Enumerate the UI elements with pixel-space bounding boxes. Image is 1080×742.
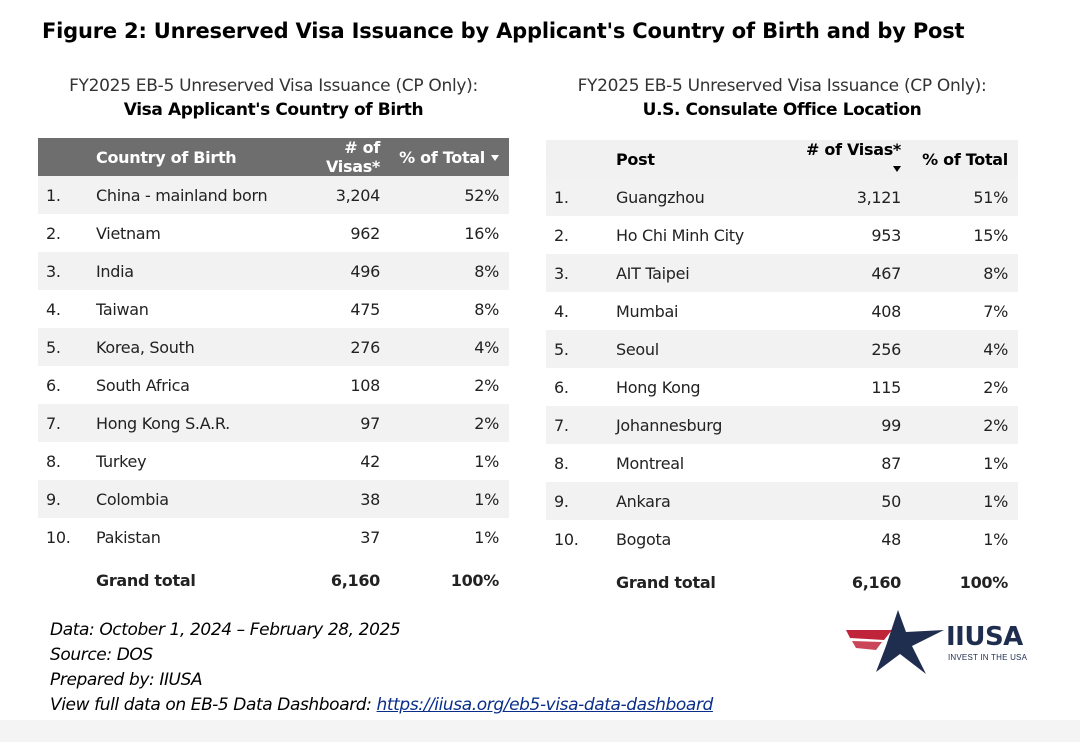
row-pct: 4% xyxy=(983,339,1008,359)
row-rank: 10. xyxy=(554,529,579,549)
row-post: Bogota xyxy=(616,529,671,549)
row-rank: 4. xyxy=(46,299,61,319)
table-row xyxy=(546,482,1018,520)
row-visas: 3,204 xyxy=(335,185,380,205)
table-row xyxy=(546,368,1018,406)
row-rank: 2. xyxy=(46,223,61,243)
table-row xyxy=(38,290,509,328)
row-visas: 496 xyxy=(350,261,380,281)
row-post: AIT Taipei xyxy=(616,263,690,283)
row-pct: 1% xyxy=(983,491,1008,511)
row-pct: 1% xyxy=(983,453,1008,473)
visas-column-label: # of Visas* xyxy=(806,140,901,159)
row-pct: 2% xyxy=(983,377,1008,397)
row-post: Hong Kong xyxy=(616,377,701,397)
post-column-header[interactable] xyxy=(608,140,786,178)
row-rank: 7. xyxy=(46,413,61,433)
row-visas: 42 xyxy=(360,451,380,471)
row-pct: 7% xyxy=(983,301,1008,321)
row-rank: 8. xyxy=(554,453,569,473)
country-column-header[interactable] xyxy=(88,138,288,176)
grand-total-pct: 100% xyxy=(959,572,1008,592)
row-rank: 10. xyxy=(46,527,71,547)
row-post: Guangzhou xyxy=(616,187,705,207)
row-pct: 2% xyxy=(474,375,499,395)
row-pct: 8% xyxy=(474,261,499,281)
iiusa-logo xyxy=(846,608,1036,678)
row-visas: 3,121 xyxy=(856,187,901,207)
post-column-label: Post xyxy=(616,149,655,169)
row-visas: 97 xyxy=(360,413,380,433)
row-rank: 1. xyxy=(46,185,61,205)
row-pct: 1% xyxy=(474,451,499,471)
row-rank: 5. xyxy=(46,337,61,357)
right-panel-heading: U.S. Consulate Office Location xyxy=(642,100,922,120)
row-visas: 256 xyxy=(871,339,901,359)
row-rank: 2. xyxy=(554,225,569,245)
row-visas: 467 xyxy=(871,263,901,283)
row-pct: 16% xyxy=(464,223,499,243)
table-row xyxy=(546,216,1018,254)
pct-column-header[interactable] xyxy=(388,138,509,176)
row-post: Seoul xyxy=(616,339,659,359)
prepared-by-note: Prepared by: IIUSA xyxy=(50,670,203,690)
total-rank-cell xyxy=(38,556,88,604)
row-country: China - mainland born xyxy=(96,185,268,205)
grand-total-label: Grand total xyxy=(616,572,716,592)
row-rank: 9. xyxy=(554,491,569,511)
table-row xyxy=(546,444,1018,482)
dashboard-note-prefix: View full data on EB-5 Data Dashboard: xyxy=(50,695,377,715)
dashboard-link[interactable]: https://iiusa.org/eb5-visa-data-dashboard xyxy=(376,695,713,715)
row-pct: 1% xyxy=(474,527,499,547)
row-rank: 7. xyxy=(554,415,569,435)
table-row xyxy=(546,406,1018,444)
row-visas: 37 xyxy=(360,527,380,547)
row-country: Colombia xyxy=(96,489,169,509)
row-visas: 276 xyxy=(350,337,380,357)
row-visas: 48 xyxy=(881,529,901,549)
table-row xyxy=(38,442,509,480)
left-panel-subtitle: FY2025 EB-5 Unreserved Visa Issuance (CP Only): xyxy=(69,76,478,96)
visas-column-label: # of Visas* xyxy=(326,138,380,176)
row-visas: 115 xyxy=(871,377,901,397)
row-pct: 8% xyxy=(474,299,499,319)
table-row xyxy=(546,178,1018,216)
data-range-note: Data: October 1, 2024 – February 28, 2025 xyxy=(50,620,401,640)
grand-total-pct: 100% xyxy=(450,570,499,590)
visas-column-header[interactable] xyxy=(786,140,909,178)
row-rank: 1. xyxy=(554,187,569,207)
row-country: Turkey xyxy=(96,451,147,471)
row-country: India xyxy=(96,261,134,281)
total-rank-cell xyxy=(546,558,608,606)
country-of-birth-table xyxy=(38,138,509,604)
row-pct: 1% xyxy=(474,489,499,509)
logo-tagline: INVEST IN THE USA xyxy=(948,653,1028,662)
table-row xyxy=(38,328,509,366)
left-panel-heading: Visa Applicant's Country of Birth xyxy=(123,100,424,120)
visas-column-header[interactable] xyxy=(288,138,388,176)
row-pct: 1% xyxy=(983,529,1008,549)
right-panel-subtitle: FY2025 EB-5 Unreserved Visa Issuance (CP Only): xyxy=(577,76,987,96)
source-note: Source: DOS xyxy=(50,645,153,665)
row-rank: 5. xyxy=(554,339,569,359)
pct-column-header[interactable] xyxy=(909,140,1018,178)
consulate-post-panel xyxy=(546,76,1018,606)
row-country: Vietnam xyxy=(96,223,161,243)
bottom-band xyxy=(0,720,1080,742)
row-pct: 8% xyxy=(983,263,1008,283)
table-header-row xyxy=(546,140,1018,178)
table-header-row xyxy=(38,138,509,176)
table-row xyxy=(38,366,509,404)
row-visas: 87 xyxy=(881,453,901,473)
row-country: South Africa xyxy=(96,375,190,395)
row-visas: 953 xyxy=(871,225,901,245)
row-visas: 99 xyxy=(881,415,901,435)
row-pct: 2% xyxy=(983,415,1008,435)
row-visas: 475 xyxy=(350,299,380,319)
logo-wordmark: IIUSA xyxy=(946,622,1023,652)
table-row xyxy=(38,518,509,556)
dashboard-note xyxy=(50,693,713,718)
pct-column-label: % of Total xyxy=(399,147,485,167)
row-rank: 3. xyxy=(46,261,61,281)
row-visas: 38 xyxy=(360,489,380,509)
table-row xyxy=(38,176,509,214)
grand-total-label: Grand total xyxy=(96,570,196,590)
table-row xyxy=(546,520,1018,558)
row-visas: 408 xyxy=(871,301,901,321)
figure-notes xyxy=(50,618,713,718)
grand-total-visas: 6,160 xyxy=(330,570,380,590)
row-visas: 50 xyxy=(881,491,901,511)
grand-total-row xyxy=(38,556,509,604)
row-post: Ankara xyxy=(616,491,671,511)
country-of-birth-panel xyxy=(38,76,509,604)
country-column-label: Country of Birth xyxy=(96,147,237,167)
row-rank: 6. xyxy=(46,375,61,395)
row-post: Mumbai xyxy=(616,301,679,321)
row-visas: 962 xyxy=(350,223,380,243)
row-country: Taiwan xyxy=(96,299,149,319)
grand-total-row xyxy=(546,558,1018,606)
row-pct: 15% xyxy=(973,225,1008,245)
sort-desc-icon[interactable] xyxy=(491,155,499,161)
table-row xyxy=(546,292,1018,330)
row-pct: 51% xyxy=(973,187,1008,207)
table-row xyxy=(546,254,1018,292)
star-logo-icon xyxy=(846,608,946,676)
row-country: Pakistan xyxy=(96,527,161,547)
row-rank: 8. xyxy=(46,451,61,471)
row-rank: 4. xyxy=(554,301,569,321)
pct-column-label: % of Total xyxy=(922,149,1008,169)
rank-column-header xyxy=(38,138,88,176)
sort-desc-icon[interactable] xyxy=(893,166,901,172)
row-country: Korea, South xyxy=(96,337,195,357)
row-pct: 4% xyxy=(474,337,499,357)
row-post: Montreal xyxy=(616,453,684,473)
row-pct: 2% xyxy=(474,413,499,433)
table-row xyxy=(546,330,1018,368)
rank-column-header xyxy=(546,140,608,178)
table-row xyxy=(38,252,509,290)
row-rank: 9. xyxy=(46,489,61,509)
row-post: Ho Chi Minh City xyxy=(616,225,744,245)
row-pct: 52% xyxy=(464,185,499,205)
table-row xyxy=(38,404,509,442)
row-post: Johannesburg xyxy=(616,415,723,435)
figure-title: Figure 2: Unreserved Visa Issuance by Applicant's Country of Birth and by Post xyxy=(42,19,965,43)
table-row xyxy=(38,214,509,252)
row-rank: 6. xyxy=(554,377,569,397)
row-rank: 3. xyxy=(554,263,569,283)
grand-total-visas: 6,160 xyxy=(851,572,901,592)
row-country: Hong Kong S.A.R. xyxy=(96,413,230,433)
row-visas: 108 xyxy=(350,375,380,395)
table-row xyxy=(38,480,509,518)
consulate-post-table xyxy=(546,140,1018,606)
